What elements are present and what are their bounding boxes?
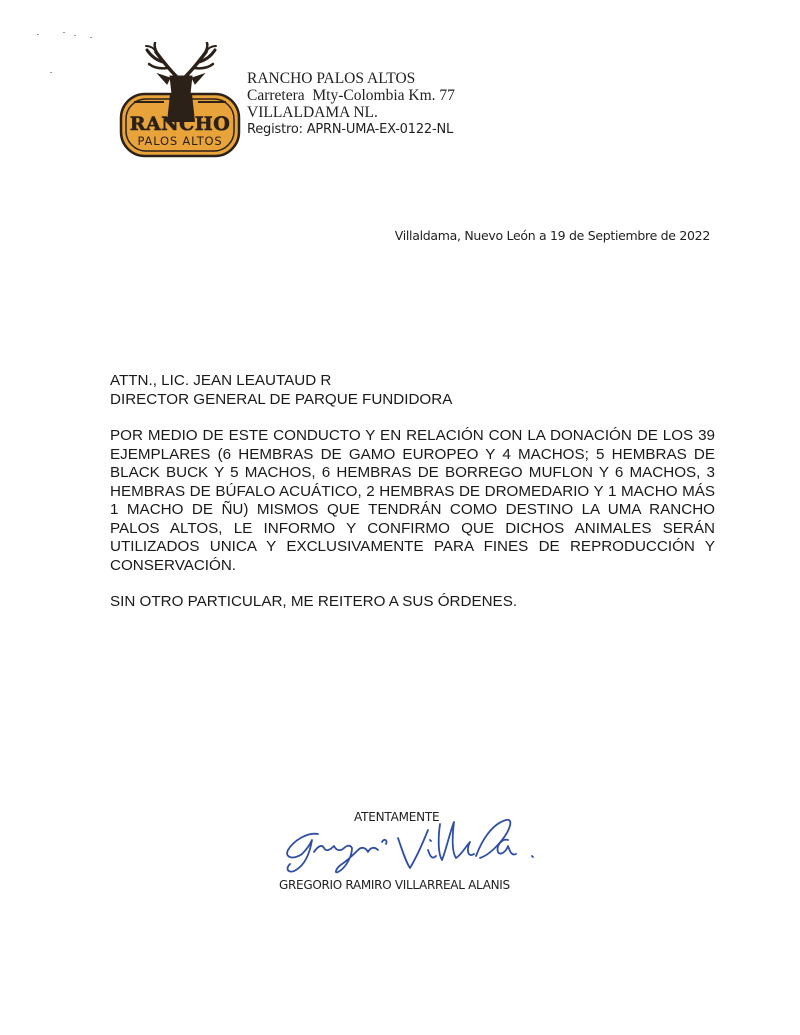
letter-date: Villaldama, Nuevo León a 19 de Septiembre de 2022 xyxy=(394,228,710,243)
logo-line-1: RANCHO xyxy=(129,113,231,135)
recipient-line-2: DIRECTOR GENERAL DE PARQUE FUNDIDORA xyxy=(110,390,453,408)
scan-speck xyxy=(37,34,39,35)
scan-speck xyxy=(50,72,52,73)
logo-line-2: PALOS ALTOS xyxy=(137,134,223,148)
registry-number: Registro: APRN-UMA-EX-0122-NL xyxy=(247,122,454,137)
address-line-1: Carretera Mty-Colombia Km. 77 xyxy=(247,87,455,104)
letter-body xyxy=(110,372,715,612)
body-paragraph-1: POR MEDIO DE ESTE CONDUCTO Y EN RELACIÓN CON LA DONACIÓN DE LOS 39 EJEMPLARES (6 HEMBRAS DE GAMO EUROPEO Y 4 MACHOS; 5 HEMBRAS DE BLACK BUCK Y 5 MACHOS, 6 HEMBRAS DE BORREGO MUFLON Y 6 MACHOS, 3 HEMBRAS DE BÚFALO ACUÁTICO, 2 HEMBRAS DE DROMEDARIO Y 1 MACHO MÁS 1 MACHO DE ÑU) MISMOS QUE TENDRÁN COMO DESTINO LA UMA RANCHO PALOS ALTOS, LE INFORMO Y CONFIRMO QUE DICHOS ANIMALES SERÁN UTILIZADOS UNICA Y EXCLUSIVAMENTE PARA FINES DE REPRODUCCIÓN Y CONSERVACIÓN. xyxy=(110,427,715,574)
address-line-2: VILLALDAMA NL. xyxy=(247,104,378,121)
ranch-name: RANCHO PALOS ALTOS xyxy=(247,70,416,87)
scan-speck xyxy=(63,32,65,33)
recipient-line-1: ATTN., LIC. JEAN LEAUTAUD R xyxy=(110,372,332,389)
body-paragraph-2: SIN OTRO PARTICULAR, ME REITERO A SUS ÓRDENES. xyxy=(110,593,518,610)
scan-speck xyxy=(90,37,92,38)
scan-speck xyxy=(74,35,76,36)
closing: ATENTAMENTE xyxy=(354,810,440,824)
handwritten-signature xyxy=(280,810,545,880)
ranch-logo xyxy=(118,42,242,158)
letterhead-text xyxy=(247,70,455,139)
signer-name: GREGORIO RAMIRO VILLARREAL ALANIS xyxy=(279,878,510,892)
